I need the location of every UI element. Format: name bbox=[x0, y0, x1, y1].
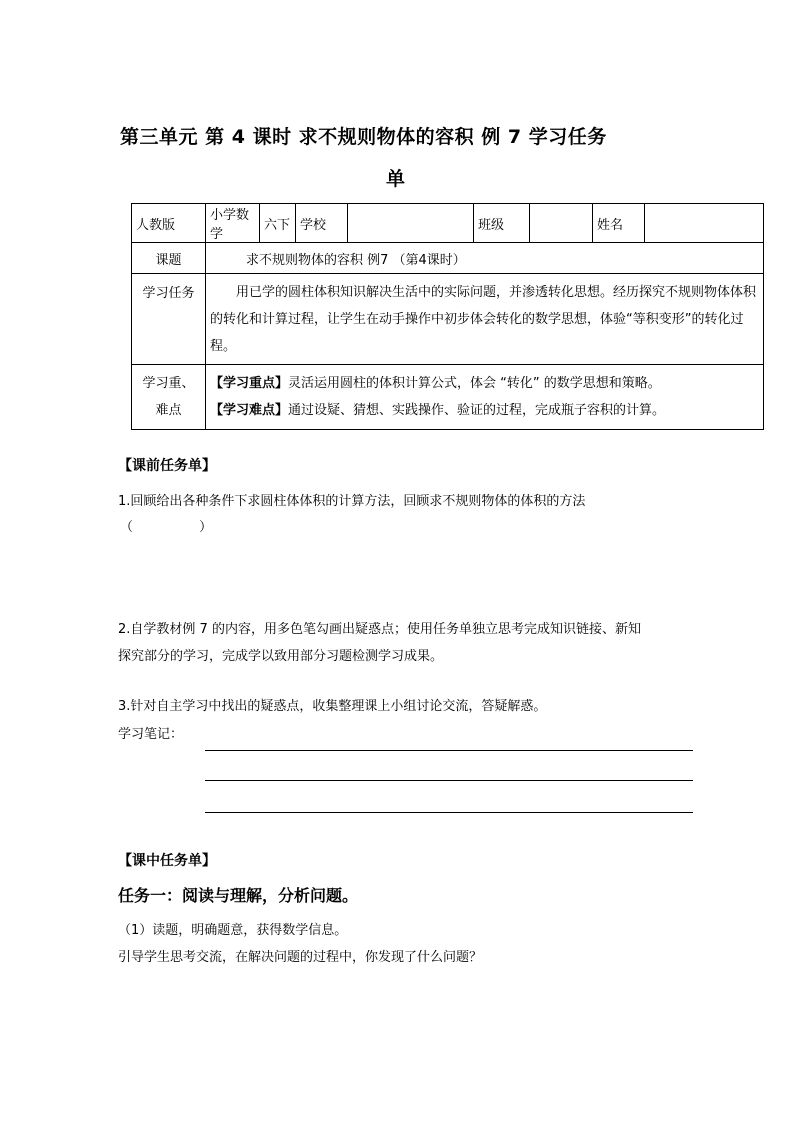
in-class-heading: 【课中任务单】 bbox=[118, 853, 216, 869]
pre-class-heading: 【课前任务单】 bbox=[118, 458, 216, 474]
notes-label: 学习笔记： bbox=[118, 727, 184, 742]
notes-line-3[interactable] bbox=[205, 812, 693, 813]
class-label: 班级 bbox=[474, 204, 530, 243]
difficult-tag: 【学习难点】 bbox=[210, 403, 289, 418]
task1-step: （1）读题，明确题意，获得数学信息。 bbox=[118, 923, 348, 938]
class-field[interactable] bbox=[530, 204, 593, 243]
info-table bbox=[131, 203, 764, 430]
keypoints-label-line2: 难点 bbox=[155, 403, 182, 418]
name-label: 姓名 bbox=[593, 204, 645, 243]
edition-cell: 人教版 bbox=[132, 204, 206, 243]
task-value: 用已学的圆柱体积知识解决生活中的实际问题，并渗透转化思想。经历探究不规则物体体积的转化和计算过程，让学生在动手操作中初步体会转化的数学思想，体验“等积变形”的转化过程。 bbox=[206, 274, 764, 365]
subject-cell: 小学数学 bbox=[206, 204, 260, 243]
pre-class-item-2-line1: 2.自学教材例 7 的内容，用多色笔勾画出疑惑点；使用任务单独立思考完成知识链接、新知 bbox=[118, 622, 641, 637]
page-title: 第三单元 第 4 课时 求不规则物体的容积 例 7 学习任务 bbox=[120, 126, 607, 148]
pre-class-item-1-blank[interactable]: （ ） bbox=[120, 520, 213, 535]
task1-title: 任务一：阅读与理解，分析问题。 bbox=[118, 886, 359, 905]
key-tag: 【学习重点】 bbox=[210, 376, 289, 391]
grade-cell: 六下 bbox=[260, 204, 296, 243]
key-text: 灵活运用圆柱的体积计算公式，体会 “转化” 的数学思想和策略。 bbox=[288, 376, 661, 391]
pre-class-item-3: 3.针对自主学习中找出的疑惑点，收集整理课上小组讨论交流，答疑解惑。 bbox=[118, 699, 547, 714]
school-label: 学校 bbox=[296, 204, 348, 243]
page-title-continued: 单 bbox=[386, 168, 406, 190]
topic-label: 课题 bbox=[132, 243, 206, 274]
keypoints-label-line1: 学习重、 bbox=[142, 376, 195, 391]
name-field[interactable] bbox=[645, 204, 764, 243]
topic-value: 求不规则物体的容积 例7 （第4课时） bbox=[206, 243, 764, 274]
notes-line-1[interactable] bbox=[205, 750, 693, 751]
difficult-text: 通过设疑、猜想、实践操作、验证的过程，完成瓶子容积的计算。 bbox=[288, 403, 666, 418]
task-label: 学习任务 bbox=[132, 274, 206, 365]
school-field[interactable] bbox=[348, 204, 474, 243]
notes-line-2[interactable] bbox=[205, 780, 693, 781]
task1-prompt: 引导学生思考交流，在解决问题的过程中，你发现了什么问题？ bbox=[118, 950, 483, 965]
pre-class-item-2-line2: 探究部分的学习，完成学以致用部分习题检测学习成果。 bbox=[118, 649, 444, 664]
keypoints-label bbox=[132, 365, 206, 430]
keypoints-value bbox=[206, 365, 764, 430]
pre-class-item-1: 1.回顾给出各种条件下求圆柱体体积的计算方法，回顾求不规则物体的体积的方法 bbox=[118, 494, 586, 509]
